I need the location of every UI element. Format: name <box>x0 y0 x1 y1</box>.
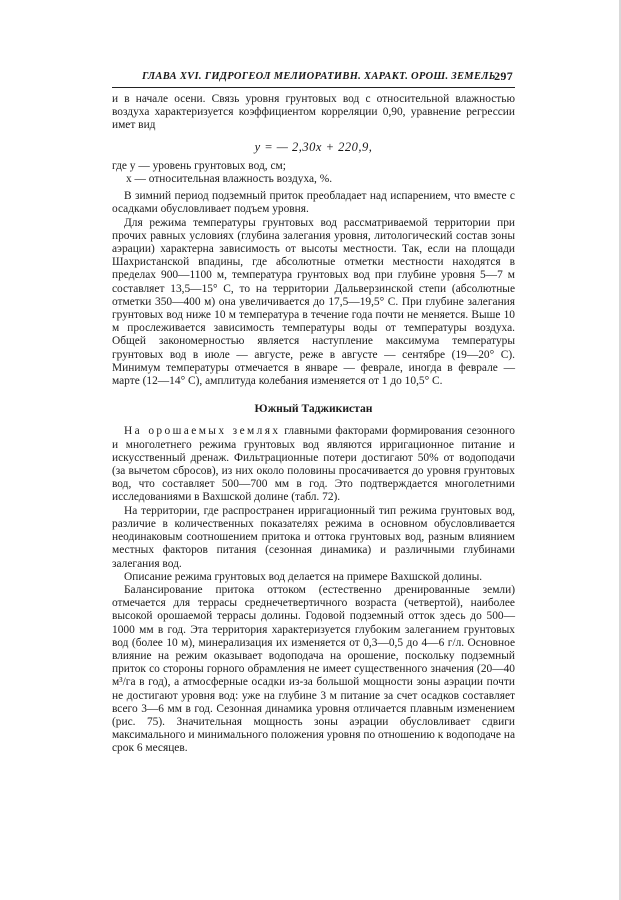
section-heading: Южный Таджикистан <box>254 402 373 416</box>
paragraph: Балансирование притока оттоком (естественно дренированные земли) отмечается для террасы среднечетвертичного возраста (четвертой), наиболее высокой орошаемой террасы долины. Годовой подземный отток здесь до 500—1000 мм в год. Эта территория характеризуется глубоким залеганием грунтовых вод (более 10 м), минерализация их изменяется от 0,3—0,5 до 4—6 г/л. Основное влияние на режим оказывает водоподача на орошение, поскольку подземный приток со стороны горного обрамления не имеет существенного значения (20—40 м³/га в год), а атмосферные осадки из-за большой мощности зоны аэрации почти не достигают уровня вод: уже на глубине 3 м питание за счет осадков составляет всего 3—6 мм в год. Сезонная динамика уровня отличается плавным изменением (рис. 75). Значительная мощность зоны аэрации обусловливает сдвиги максимального и минимального положения уровня по отношению к водоподаче на срок 6 месяцев. <box>112 583 515 755</box>
paragraph-continuation: главными факторами формирования сезонного и многолетнего режима грунтовых вод являются ирригационное питание и искусственный дренаж. Фильтрационные потери достигают 50% от водоподачи (за вычетом сбросов), из них около половины просачивается до уровня грунтовых вод, что составляет 500—700 мм в год. Это подтверждается многолетними исследованиями в Вахшской долине (табл. 72). <box>112 425 515 504</box>
body-text <box>112 93 515 756</box>
regression-formula: y = — 2,30x + 220,9, <box>254 139 373 154</box>
paragraph: На территории, где распространен ирригационный тип режима грунтовых вод, различие в количественных показателях режима в основном обусловливается неодинаковым соотношением притока и оттока грунтовых вод, разным влиянием местных факторов питания (сезонная динамика) и различными глубинами залегания вод. <box>112 504 515 570</box>
page-number: 297 <box>494 69 513 83</box>
definition-x: x — относительная влажность воздуха, %. <box>126 173 333 186</box>
paragraph: В зимний период подземный приток преобладает над испарением, что вместе с осадками обусловливает подъем уровня. <box>112 190 515 216</box>
paragraph: Описание режима грунтовых вод делается на примере Вахшской долины. <box>124 570 483 583</box>
chapter-title: ГЛАВА XVI. ГИДРОГЕОЛ МЕЛИОРАТИВН. ХАРАКТ. ОРОШ. ЗЕМЕЛЬ <box>142 71 496 82</box>
formula-definitions <box>112 160 515 186</box>
spaced-lead-phrase: На орошаемых землях <box>124 425 281 438</box>
paragraph: Для режима температуры грунтовых вод рассматриваемой территории при прочих равных условиях (глубина залегания уровня, литологический состав зоны аэрации) характерна зависимость от высоты местности. Так, если на площади Шахристанской впадины, где абсолютные отметки местности находятся в пределах 900—1100 м, температура грунтовых вод при глубине уровня 5—7 м составляет 13,5—15° С, то на территории Дальверзинской степи (абсолютные отметки 350—400 м) она увеличивается до 17,5—19,5° С. При глубине залегания грунтовых вод ниже 10 м температура в течение года почти не меняется. Выше 10 м прослеживается зависимость температуры воды от температуры воздуха. Общей закономерностью является наступление максимума температуры грунтовых вод в июле — августе, реже в августе — сентябре (19—20° С). Минимум температуры отмечается в январе — феврале, иногда в феврале — марте (12—14° С), амплитуда колебания изменяется от 1 до 10,5° С. <box>112 216 515 388</box>
definition-y: где y — уровень грунтовых вод, см; <box>112 159 286 172</box>
paragraph <box>112 425 515 504</box>
paragraph: и в начале осени. Связь уровня грунтовых вод с относительной влажностью воздуха характеризуется коэффициентом корреляции 0,90, уравнение регрессии имет вид <box>112 93 515 132</box>
running-head <box>112 67 515 88</box>
